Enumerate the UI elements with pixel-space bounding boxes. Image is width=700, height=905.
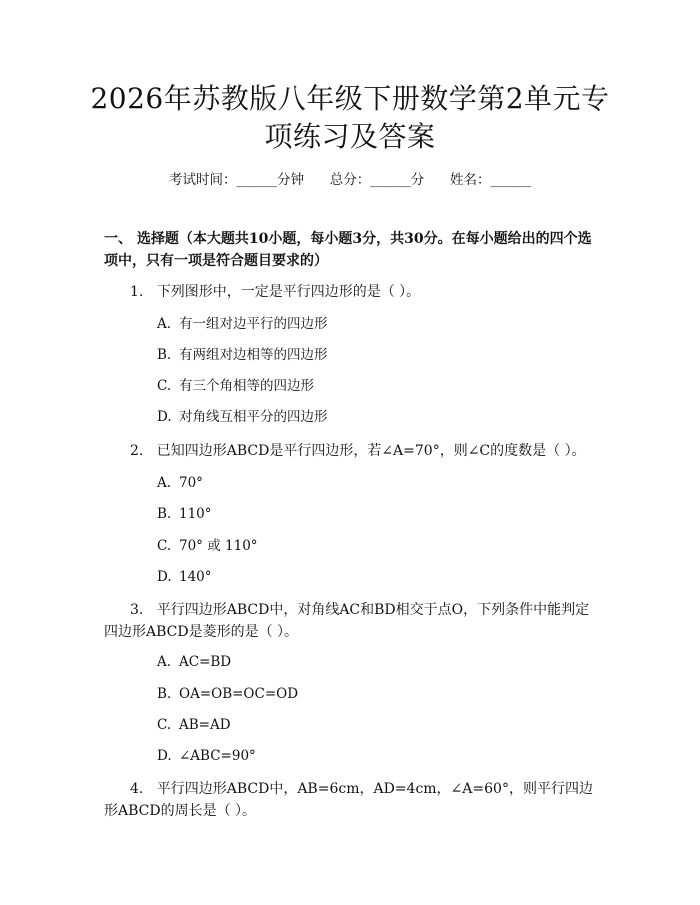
question-number: 4. [130,781,144,797]
score-unit: 分 [410,172,425,188]
option-text: 有两组对边相等的四边形 [179,347,328,363]
option-letter: A. [157,475,172,491]
option-letter: D. [157,409,172,425]
question-text: 平行四边形ABCD中，AB=6cm，AD=4cm，∠A=60°，则平行四边形ABCD的周长是（ ）。 [104,781,593,819]
option-letter: C. [157,378,172,394]
option-2a [157,473,203,493]
name-label: 姓名： [450,172,491,188]
option-3b [157,684,298,704]
question-4 [104,778,600,822]
option-2d [157,567,212,587]
option-letter: B. [157,347,172,363]
option-1d [157,407,328,427]
option-text: 70° 或 110° [179,538,258,554]
exam-info-line [0,168,700,188]
time-unit: 分钟 [277,172,304,188]
document-title: 2026年苏教版八年级下册数学第2单元专项练习及答案 [90,82,610,153]
option-3a [157,652,231,672]
question-text: 已知四边形ABCD是平行四边形，若∠A=70°，则∠C的度数是（ ）。 [156,443,586,459]
section-heading: 一、 选择题（本大题共10小题，每小题3分，共30分。在每小题给出的四个选项中，只有一项是符合题目要求的） [104,231,592,269]
name-blank: ______ [490,172,531,188]
question-2 [104,440,600,462]
question-number: 3. [130,602,144,618]
option-2b [157,504,212,524]
question-text: 平行四边形ABCD中，对角线AC和BD相交于点O，下列条件中能判定四边形ABCD是菱形的是（ ）。 [104,602,590,640]
option-1b [157,345,328,365]
question-number: 1. [130,284,144,300]
option-1c [157,376,314,396]
option-text: 有三个角相等的四边形 [179,378,314,394]
option-letter: C. [157,717,172,733]
time-label: 考试时间： [169,172,237,188]
option-letter: D. [157,748,172,764]
option-text: 对角线互相平分的四边形 [179,409,328,425]
time-blank: ______ [236,172,277,188]
option-letter: B. [157,506,172,522]
option-letter: C. [157,538,172,554]
option-letter: A. [157,654,172,670]
option-text: ∠ABC=90° [179,748,256,764]
option-text: 70° [179,475,203,491]
option-text: AB=AD [179,717,231,733]
option-text: OA=OB=OC=OD [179,686,299,702]
option-3c [157,715,231,735]
question-3 [104,599,600,643]
score-blank: ______ [370,172,411,188]
option-letter: D. [157,569,172,585]
option-letter: B. [157,686,172,702]
question-number: 2. [130,443,144,459]
option-3d [157,746,256,766]
option-text: 110° [179,506,212,522]
option-1a [157,314,328,334]
score-label: 总分： [329,172,371,188]
option-text: 有一组对边平行的四边形 [179,316,328,332]
option-text: 140° [179,569,212,585]
question-text: 下列图形中，一定是平行四边形的是（ ）。 [156,284,421,300]
question-1 [104,281,600,303]
option-letter: A. [157,316,172,332]
option-text: AC=BD [179,654,232,670]
option-2c [157,536,258,556]
